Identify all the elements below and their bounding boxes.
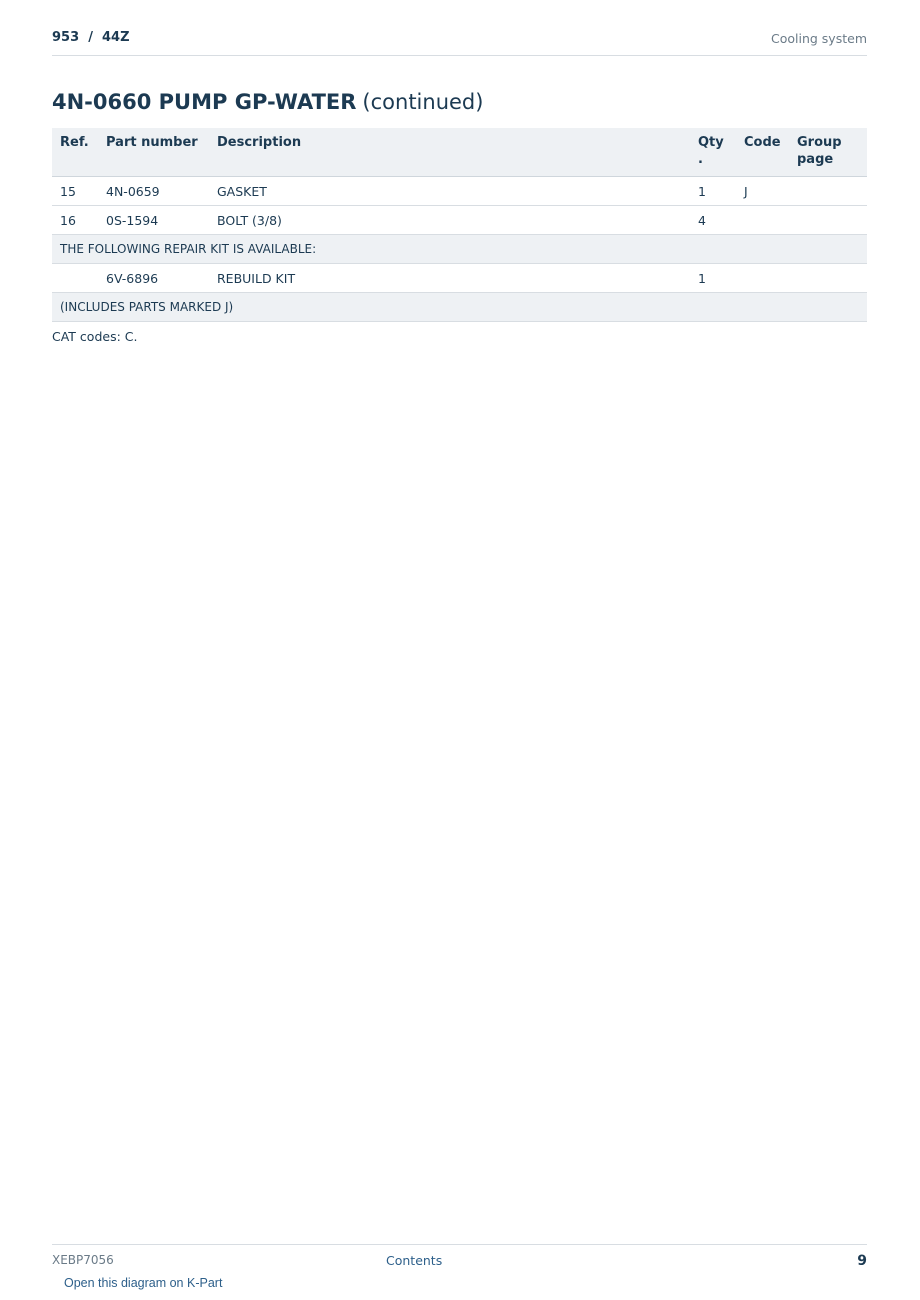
note-repair-kit: THE FOLLOWING REPAIR KIT IS AVAILABLE: (52, 235, 867, 264)
page-title (52, 90, 483, 114)
document-id: XEBP7056 (52, 1253, 114, 1267)
title-main: 4N-0660 PUMP GP-WATER (52, 90, 357, 114)
cell-qty: 1 (690, 264, 736, 293)
header-code: Code (736, 128, 789, 177)
page-number: 9 (857, 1253, 867, 1269)
cell-qty: 1 (690, 177, 736, 206)
section-name: Cooling system (771, 31, 867, 46)
contents-link[interactable]: Contents (386, 1253, 443, 1268)
cell-description: GASKET (209, 177, 690, 206)
note-includes: (INCLUDES PARTS MARKED J) (52, 293, 867, 322)
header-group-page: Group page (789, 128, 867, 177)
note-row (52, 235, 867, 264)
cell-qty: 4 (690, 206, 736, 235)
cell-description: BOLT (3/8) (209, 206, 690, 235)
cell-group-page (789, 177, 867, 206)
page-header (52, 28, 867, 56)
title-suffix: (continued) (362, 90, 484, 114)
cat-codes: CAT codes: C. (52, 329, 138, 344)
cell-code (736, 264, 789, 293)
table-row (52, 177, 867, 206)
header-ref: Ref. (52, 128, 98, 177)
cell-code (736, 206, 789, 235)
cell-ref (52, 264, 98, 293)
header-qty: Qty . (690, 128, 736, 177)
note-row (52, 293, 867, 322)
cell-group-page (789, 206, 867, 235)
model-number: 953 / 44Z (52, 30, 130, 45)
cell-ref: 15 (52, 177, 98, 206)
cell-ref: 16 (52, 206, 98, 235)
cell-part-number: 4N-0659 (98, 177, 209, 206)
table-row (52, 264, 867, 293)
header-description: Description (209, 128, 690, 177)
parts-table (52, 128, 867, 322)
table-row (52, 206, 867, 235)
cell-code: J (736, 177, 789, 206)
cell-part-number: 0S-1594 (98, 206, 209, 235)
cell-group-page (789, 264, 867, 293)
cell-description: REBUILD KIT (209, 264, 690, 293)
header-part-number: Part number (98, 128, 209, 177)
kpart-link[interactable]: Open this diagram on K-Part (64, 1276, 223, 1290)
table-header-row (52, 128, 867, 177)
cell-part-number: 6V-6896 (98, 264, 209, 293)
page-footer (52, 1244, 867, 1275)
